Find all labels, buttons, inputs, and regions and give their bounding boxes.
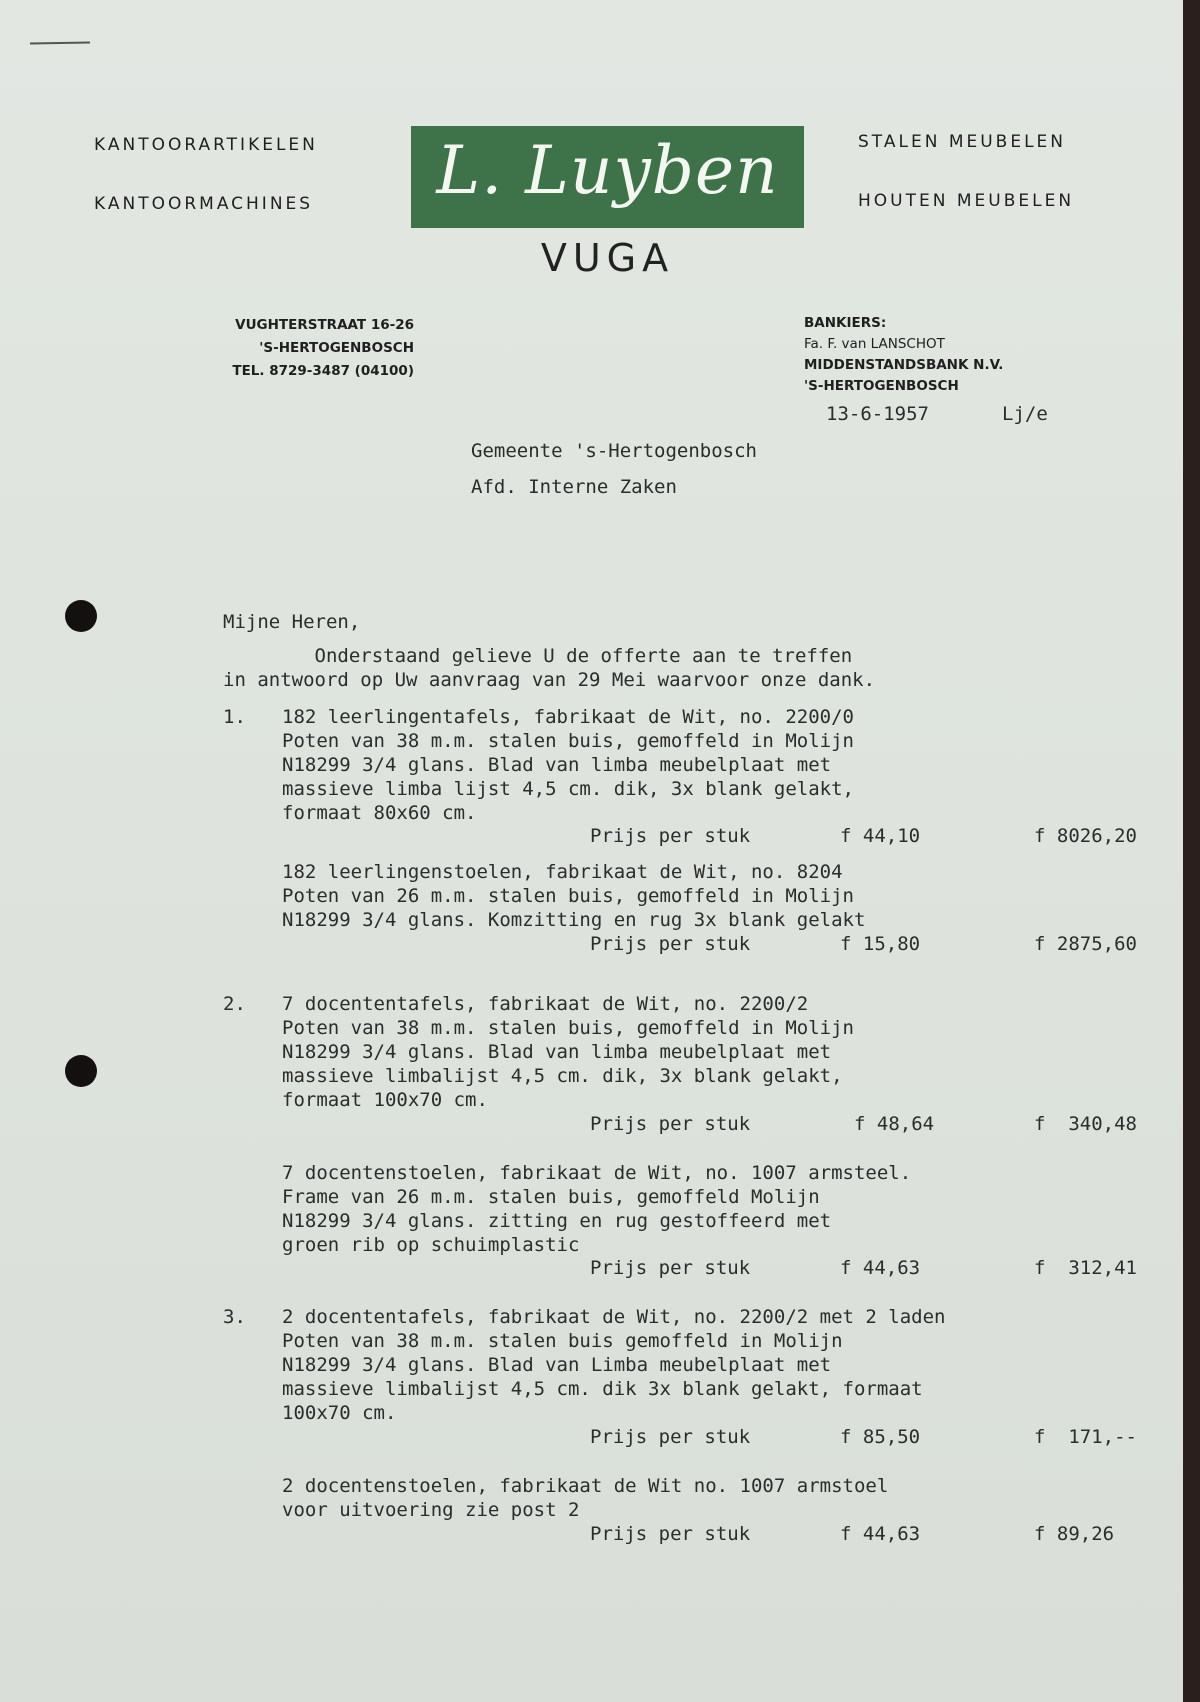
- item-line: massieve limbalijst 4,5 cm. dik, 3x blank gelakt,: [282, 1065, 843, 1087]
- item-line: 182 leerlingenstoelen, fabrikaat de Wit, no. 8204: [282, 861, 843, 883]
- line-total: f 8026,20: [1034, 825, 1137, 847]
- item-line: groen rib op schuimplastic: [282, 1234, 580, 1256]
- brand-name: VUGA: [540, 236, 675, 280]
- item-line: Frame van 26 m.m. stalen buis, gemoffeld Molijn: [282, 1186, 820, 1208]
- item-line: massieve limbalijst 4,5 cm. dik 3x blank gelakt, formaat: [282, 1378, 923, 1400]
- unit-price: f 44,63: [840, 1523, 921, 1545]
- salutation: Mijne Heren,: [223, 611, 361, 633]
- item-line: formaat 80x60 cm.: [282, 802, 477, 824]
- price-label: Prijs per stuk: [590, 933, 751, 955]
- price-label: Prijs per stuk: [590, 1426, 751, 1448]
- header-left-top: KANTOORARTIKELEN: [94, 135, 318, 155]
- header-right-bottom: HOUTEN MEUBELEN: [858, 191, 1075, 211]
- bankers-block: [804, 313, 1003, 397]
- line-total: f 171,--: [1034, 1426, 1137, 1448]
- item-line: 100x70 cm.: [282, 1402, 397, 1424]
- bankers-line: 'S-HERTOGENBOSCH: [804, 378, 959, 394]
- bankers-line: BANKIERS:: [804, 315, 887, 331]
- unit-price: f 44,10: [840, 825, 921, 847]
- line-total: f 2875,60: [1034, 933, 1137, 955]
- line-total: f 312,41: [1034, 1257, 1137, 1279]
- item-number: 1.: [223, 706, 246, 728]
- unit-price: f 85,50: [840, 1426, 921, 1448]
- item-line: 7 docententafels, fabrikaat de Wit, no. 2200/2: [282, 993, 809, 1015]
- item-line: massieve limba lijst 4,5 cm. dik, 3x blank gelakt,: [282, 778, 854, 800]
- item-number: 2.: [223, 993, 246, 1015]
- recipient-line: Afd. Interne Zaken: [471, 476, 677, 498]
- pen-mark: [30, 41, 90, 44]
- header-right-top: STALEN MEUBELEN: [858, 132, 1067, 152]
- line-total: f 340,48: [1034, 1113, 1137, 1135]
- header-left-bottom: KANTOORMACHINES: [94, 194, 314, 214]
- company-logo: [411, 126, 804, 228]
- address-line: 'S-HERTOGENBOSCH: [259, 340, 414, 356]
- item-line: Poten van 38 m.m. stalen buis gemoffeld in Molijn: [282, 1330, 843, 1352]
- item-line: N18299 3/4 glans. Blad van limba meubelplaat met: [282, 754, 832, 776]
- item-line: N18299 3/4 glans. Blad van limba meubelplaat met: [282, 1041, 832, 1063]
- price-label: Prijs per stuk: [590, 1257, 751, 1279]
- item-line: formaat 100x70 cm.: [282, 1089, 488, 1111]
- unit-price: f 15,80: [840, 933, 921, 955]
- price-label: Prijs per stuk: [590, 1523, 751, 1545]
- company-address: [200, 314, 414, 383]
- price-label: Prijs per stuk: [590, 1113, 751, 1135]
- item-line: Poten van 26 m.m. stalen buis, gemoffeld in Molijn: [282, 885, 854, 907]
- item-line: 7 docentenstoelen, fabrikaat de Wit, no. 1007 armsteel.: [282, 1162, 912, 1184]
- intro-line: Onderstaand gelieve U de offerte aan te treffen: [223, 645, 853, 667]
- item-line: N18299 3/4 glans. zitting en rug gestoffeerd met: [282, 1210, 832, 1232]
- letter-reference: Lj/e: [1002, 403, 1048, 425]
- unit-price: f 44,63: [840, 1257, 921, 1279]
- line-total: f 89,26: [1034, 1523, 1115, 1545]
- item-line: Poten van 38 m.m. stalen buis, gemoffeld in Molijn: [282, 1017, 854, 1039]
- item-line: Poten van 38 m.m. stalen buis, gemoffeld in Molijn: [282, 730, 854, 752]
- bankers-line: Fa. F. van LANSCHOT: [804, 336, 945, 352]
- item-line: voor uitvoering zie post 2: [282, 1499, 580, 1521]
- letter-date: 13-6-1957: [826, 403, 929, 425]
- bankers-line: MIDDENSTANDSBANK N.V.: [804, 357, 1004, 373]
- item-line: N18299 3/4 glans. Komzitting en rug 3x blank gelakt: [282, 909, 866, 931]
- item-line: 2 docententafels, fabrikaat de Wit, no. 2200/2 met 2 laden: [282, 1306, 946, 1328]
- recipient-line: Gemeente 's-Hertogenbosch: [471, 440, 757, 462]
- punch-hole: [65, 600, 97, 632]
- address-line: TEL. 8729-3487 (04100): [232, 363, 414, 379]
- item-line: 182 leerlingentafels, fabrikaat de Wit, no. 2200/0: [282, 706, 854, 728]
- item-number: 3.: [223, 1306, 246, 1328]
- intro-line: in antwoord op Uw aanvraag van 29 Mei waarvoor onze dank.: [223, 669, 876, 691]
- item-line: N18299 3/4 glans. Blad van Limba meubelplaat met: [282, 1354, 832, 1376]
- price-label: Prijs per stuk: [590, 825, 751, 847]
- unit-price: f 48,64: [854, 1113, 935, 1135]
- punch-hole: [65, 1055, 97, 1087]
- address-line: VUGHTERSTRAAT 16-26: [235, 317, 414, 333]
- logo-text: L. Luyben: [436, 132, 779, 209]
- item-line: 2 docentenstoelen, fabrikaat de Wit no. 1007 armstoel: [282, 1475, 889, 1497]
